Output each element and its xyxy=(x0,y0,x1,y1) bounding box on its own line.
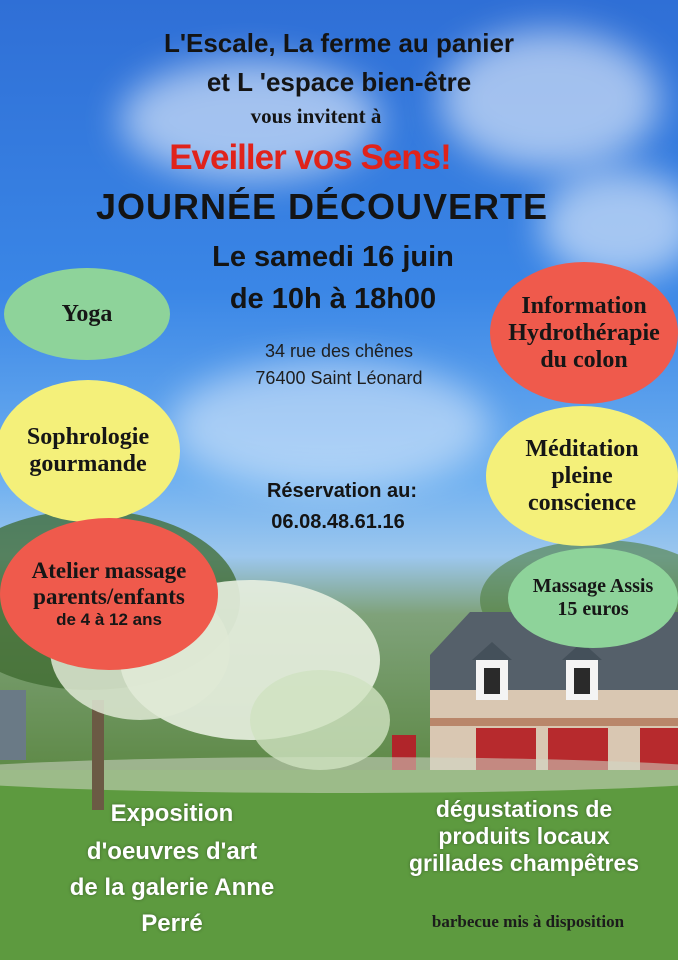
organizers-line-2: et L 'espace bien-être xyxy=(206,67,472,97)
bubble-sophrologie xyxy=(0,380,180,522)
bubble-meditation-line-3: conscience xyxy=(528,489,636,516)
bubble-meditation-line-1: Méditation xyxy=(525,435,639,462)
bubble-sophrologie-line-1: Sophrologie xyxy=(26,424,150,450)
barbecue-note: barbecue mis à disposition xyxy=(431,912,625,931)
bubble-hydro-line-1: Information xyxy=(521,292,647,319)
reservation-phone: 06.08.48.61.16 xyxy=(271,511,405,533)
organizers-line-1: L'Escale, La ferme au panier xyxy=(163,28,515,58)
event-title: JOURNÉE DÉCOUVERTE xyxy=(95,186,549,227)
degustation-line-2: produits locaux xyxy=(438,823,610,849)
invite-line: vous invitent à xyxy=(250,104,382,128)
bubble-hydro-line-2: Hydrothérapie xyxy=(508,319,660,346)
exposition-line-2: d'oeuvres d'art xyxy=(86,838,258,865)
bubble-atelier-line-2: parents/enfants xyxy=(33,584,185,609)
bubble-massage-line-2: 15 euros xyxy=(557,598,629,620)
bubble-hydrotherapie xyxy=(490,262,678,404)
exposition-line-1: Exposition xyxy=(110,800,234,827)
degustation-line-3: grillades champêtres xyxy=(408,850,640,876)
event-hours: de 10h à 18h00 xyxy=(229,283,437,315)
slogan: Eveiller vos Sens! xyxy=(169,138,451,177)
exposition-line-4: Perré xyxy=(141,910,203,937)
bubble-atelier-massage xyxy=(0,518,218,670)
exposition-line-3: de la galerie Anne xyxy=(69,874,275,901)
event-date: Le samedi 16 juin xyxy=(212,241,454,273)
bubble-massage-assis xyxy=(508,548,678,648)
bubble-hydro-line-3: du colon xyxy=(540,346,628,373)
bubble-meditation xyxy=(486,406,678,546)
bubble-massage-line-1: Massage Assis xyxy=(532,575,654,597)
bubble-atelier-line-1: Atelier massage xyxy=(31,558,187,583)
address-street: 34 rue des chênes xyxy=(264,341,414,361)
address-city: 76400 Saint Léonard xyxy=(255,368,423,388)
reservation-label: Réservation au: xyxy=(266,480,418,502)
degustation-line-1: dégustations de xyxy=(435,796,613,822)
bubble-meditation-line-2: pleine xyxy=(551,462,613,489)
bubble-atelier-line-3: de 4 à 12 ans xyxy=(56,610,162,629)
bubble-yoga xyxy=(4,268,170,360)
bubble-yoga-label: Yoga xyxy=(61,300,113,327)
bubble-sophrologie-line-2: gourmande xyxy=(29,451,147,477)
